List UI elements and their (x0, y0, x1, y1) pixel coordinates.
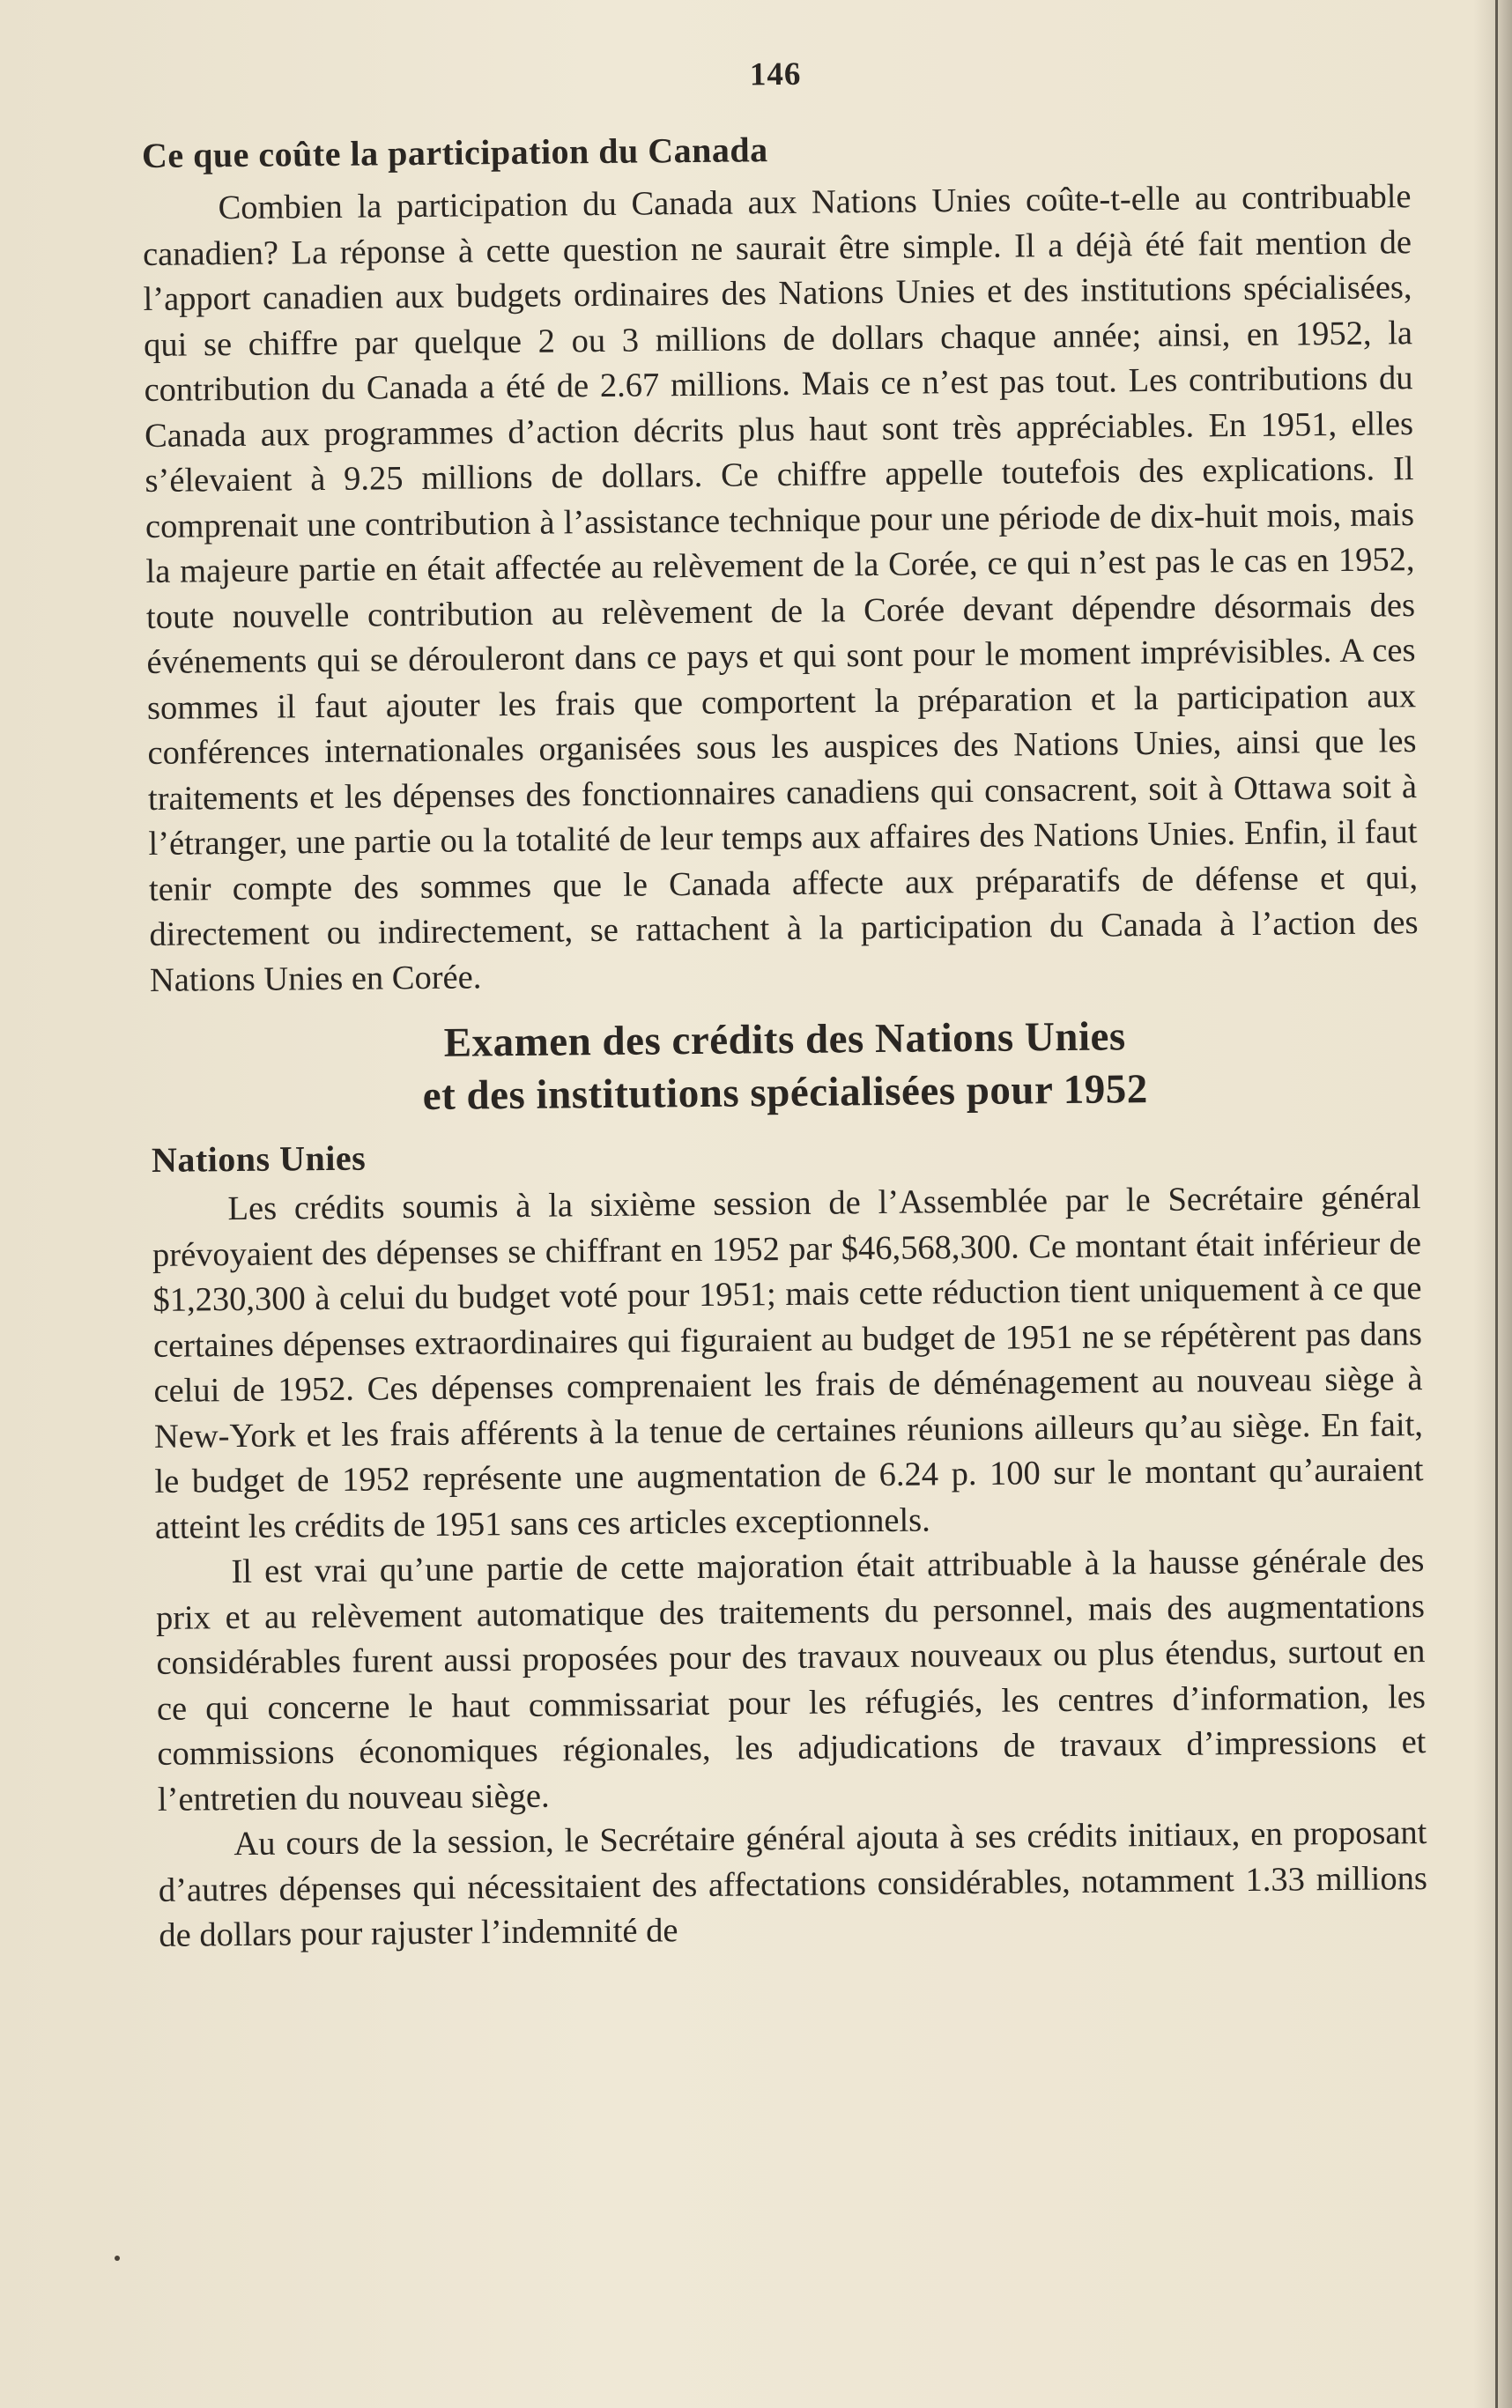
page-edge-line (1495, 0, 1498, 2408)
paragraph-un-3: Au cours de la session, le Secrétaire général ajouta à ses crédits initiaux, en proposant d’autres dépenses qui nécessitaient des affectations considérables, notamment 1.33 millions de dollars pour rajuster l’indemnité de (158, 1814, 1428, 1954)
section-heading-un: Nations Unies (151, 1137, 367, 1180)
page-edge-shadow (1473, 0, 1512, 2408)
page-number: 146 (749, 56, 802, 93)
page-content (141, 49, 1428, 1959)
stray-ink-dot (115, 2256, 120, 2261)
main-heading-line2: et des institutions spécialisées pour 1952 (422, 1066, 1149, 1119)
main-heading (150, 1007, 1419, 1125)
main-heading-line1: Examen des crédits des Nations Unies (443, 1013, 1126, 1066)
paragraph-cost: Combien la participation du Canada aux Nations Unies coûte-t-elle au contribuable canadien? La réponse à cette question ne saurait être simple. Il a déjà été fait mention de l’apport canadien aux budgets ordinaires des Nations Unies et des institutions spécialisées, qui se chiffre par quelque 2 ou 3 millions de dollars chaque année; ainsi, en 1952, la contribution du Canada a été de 2.67 millions. Mais ce n’est pas tout. Les contributions du Canada aux programmes d’action décrits plus haut sont très appréciables. En 1951, elles s’élevaient à 9.25 millions de dollars. Ce chiffre appelle toutefois des explications. Il comprenait une contribution à l’assistance technique pour une période de dix-huit mois, mais la majeure partie en était affectée au relèvement de la Corée, ce qui n’est pas le cas en 1952, toute nouvelle contribution au relèvement de la Corée devant dépendre désormais des événements qui se dérouleront dans ce pays et qui sont pour le moment imprévisibles. A ces sommes il faut ajouter les frais que comportent la préparation et la participation aux conférences internationales organisées sous les auspices des Nations Unies, ainsi que les traitements et les dépenses des fonctionnaires canadiens qui consacrent, soit à Ottawa soit à l’étranger, une partie ou la totalité de leur temps aux affaires des Nations Unies. Enfin, il faut tenir compte des sommes que le Canada affecte aux préparatifs de défense et qui, directement ou indirectement, se rattachent à la participation du Canada à l’action des Nations Unies en Corée. (142, 178, 1419, 999)
paragraph-un-2: Il est vrai qu’une partie de cette majoration était attribuable à la hausse générale des prix et au relèvement automatique des traitements du personnel, mais des augmentations considérables furent aussi proposées pour des travaux nouveaux ou plus étendus, surtout en ce qui concerne le haut commissariat pour les réfugiés, les centres d’information, les commissions économiques régionales, les adjudications de travaux d’impressions et l’entretien du nouveau siège. (155, 1542, 1427, 1819)
section-heading-cost: Ce que coûte la participation du Canada (141, 130, 768, 175)
paragraph-un-1: Les crédits soumis à la sixième session de l’Assemblée par le Secrétaire général prévoyaient des dépenses se chiffrant en 1952 par $46,568,300. Ce montant était inférieur de $1,230,300 à celui du budget voté pour 1951; mais cette réduction tient uniquement à ce que certaines dépenses extraordinaires qui figuraient au budget de 1951 ne se répétèrent pas dans celui de 1952. Ces dépenses comprenaient les frais de déménagement au nouveau siège à New-York et les frais afférents à la tenue de certaines réunions ailleurs qu’au siège. En fait, le budget de 1952 représente une augmentation de 6.24 p. 100 sur le montant qu’auraient atteint les crédits de 1951 sans ces articles exceptionnels. (152, 1179, 1424, 1546)
